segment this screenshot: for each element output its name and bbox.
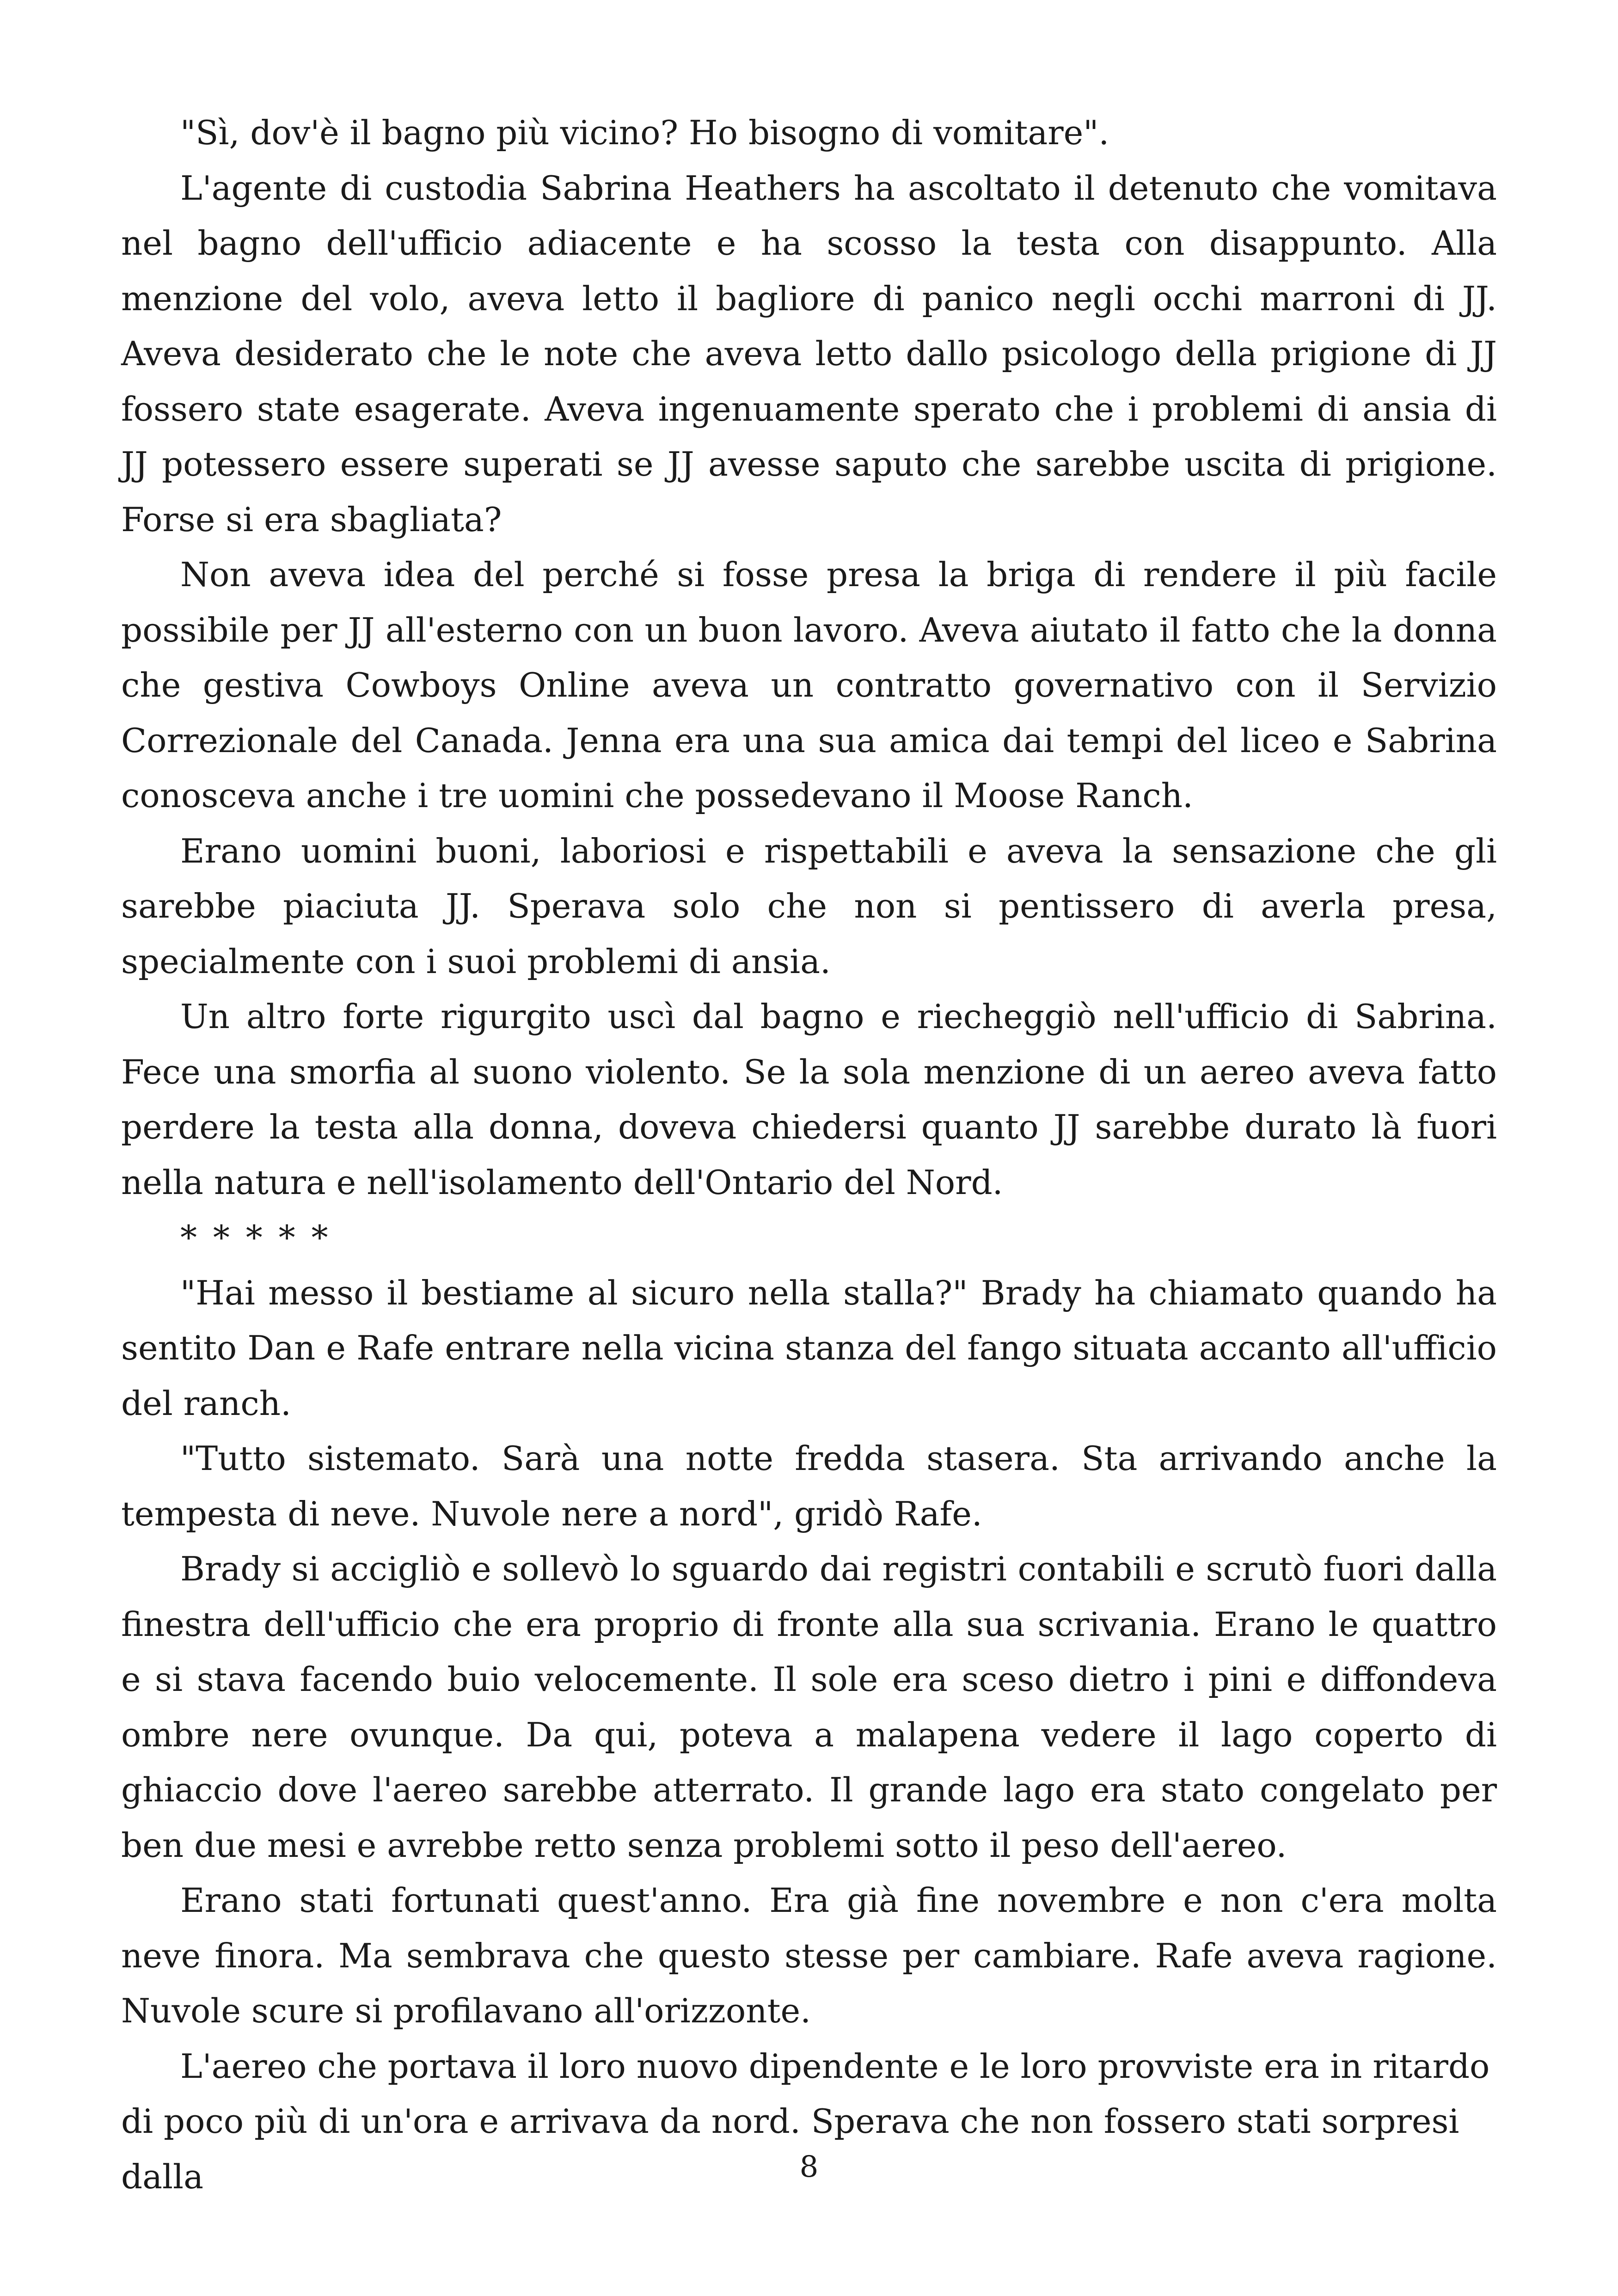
paragraph-4: Erano uomini buoni, laboriosi e rispettabili e aveva la sensazione che gli sarebbe piaciuta JJ. Sperava solo che non si pentissero di averla presa, specialmente con i suoi problemi di ansia. bbox=[121, 831, 1497, 981]
paragraph-3: Non aveva idea del perché si fosse presa la briga di rendere il più facile possibile per JJ all'esterno con un buon lavoro. Aveva aiutato il fatto che la donna che gestiva Cowboys Online aveva un contratto governativo con il Servizio Correzionale del Canada. Jenna era una sua amica dai tempi del liceo e Sabrina conosceva anche i tre uomini che possedevano il Moose Ranch. bbox=[121, 555, 1497, 815]
paragraph-1: "Sì, dov'è il bagno più vicino? Ho bisogno di vomitare". bbox=[180, 113, 1109, 152]
paragraph-8: Brady si accigliò e sollevò lo sguardo dai registri contabili e scrutò fuori dalla finestra dell'ufficio che era proprio di fronte alla sua scrivania. Erano le quattro e si stava facendo buio velocemente. Il sole era sceso dietro i pini e diffondeva ombre nere ovunque. Da qui, poteva a malapena vedere il lago coperto di ghiaccio dove l'aereo sarebbe atterrato. Il grande lago era stato congelato per ben due mesi e avrebbe retto senza problemi sotto il peso dell'aereo. bbox=[121, 1549, 1497, 1865]
paragraph-7: "Tutto sistemato. Sarà una notte fredda stasera. Sta arrivando anche la tempesta di neve. Nuvole nere a nord", gridò Rafe. bbox=[121, 1439, 1497, 1533]
paragraph-9: Erano stati fortunati quest'anno. Era già fine novembre e non c'era molta neve finora. Ma sembrava che questo stesse per cambiare. Rafe aveva ragione. Nuvole scure si profilavano all'orizzonte. bbox=[121, 1881, 1497, 2030]
paragraph-10: L'aereo che portava il loro nuovo dipendente e le loro provviste era in ritardo di poco più di un'ora e arrivava da nord. Sperava che non fossero stati sorpresi dalla bbox=[121, 2046, 1490, 2196]
paragraph-6: "Hai messo il bestiame al sicuro nella stalla?" Brady ha chiamato quando ha sentito Dan e Rafe entrare nella vicina stanza del fango situata accanto all'ufficio del ranch. bbox=[121, 1273, 1497, 1423]
page-number: 8 bbox=[799, 2150, 819, 2184]
page-body bbox=[121, 105, 1497, 2204]
paragraph-2: L'agente di custodia Sabrina Heathers ha ascoltato il detenuto che vomitava nel bagno dell'ufficio adiacente e ha scosso la testa con disappunto. Alla menzione del volo, aveva letto il bagliore di panico negli occhi marroni di JJ. Aveva desiderato che le note che aveva letto dallo psicologo della prigione di JJ fossero state esagerate. Aveva ingenuamente sperato che i problemi di ansia di JJ potessero essere superati se JJ avesse saputo che sarebbe uscita di prigione. Forse si era sbagliata? bbox=[121, 168, 1497, 539]
scene-break: * * * * * bbox=[180, 1218, 331, 1257]
paragraph-5: Un altro forte rigurgito uscì dal bagno e riecheggiò nell'ufficio di Sabrina. Fece una smorfia al suono violento. Se la sola menzione di un aereo aveva fatto perdere la testa alla donna, doveva chiedersi quanto JJ sarebbe durato là fuori nella natura e nell'isolamento dell'Ontario del Nord. bbox=[121, 997, 1497, 1202]
